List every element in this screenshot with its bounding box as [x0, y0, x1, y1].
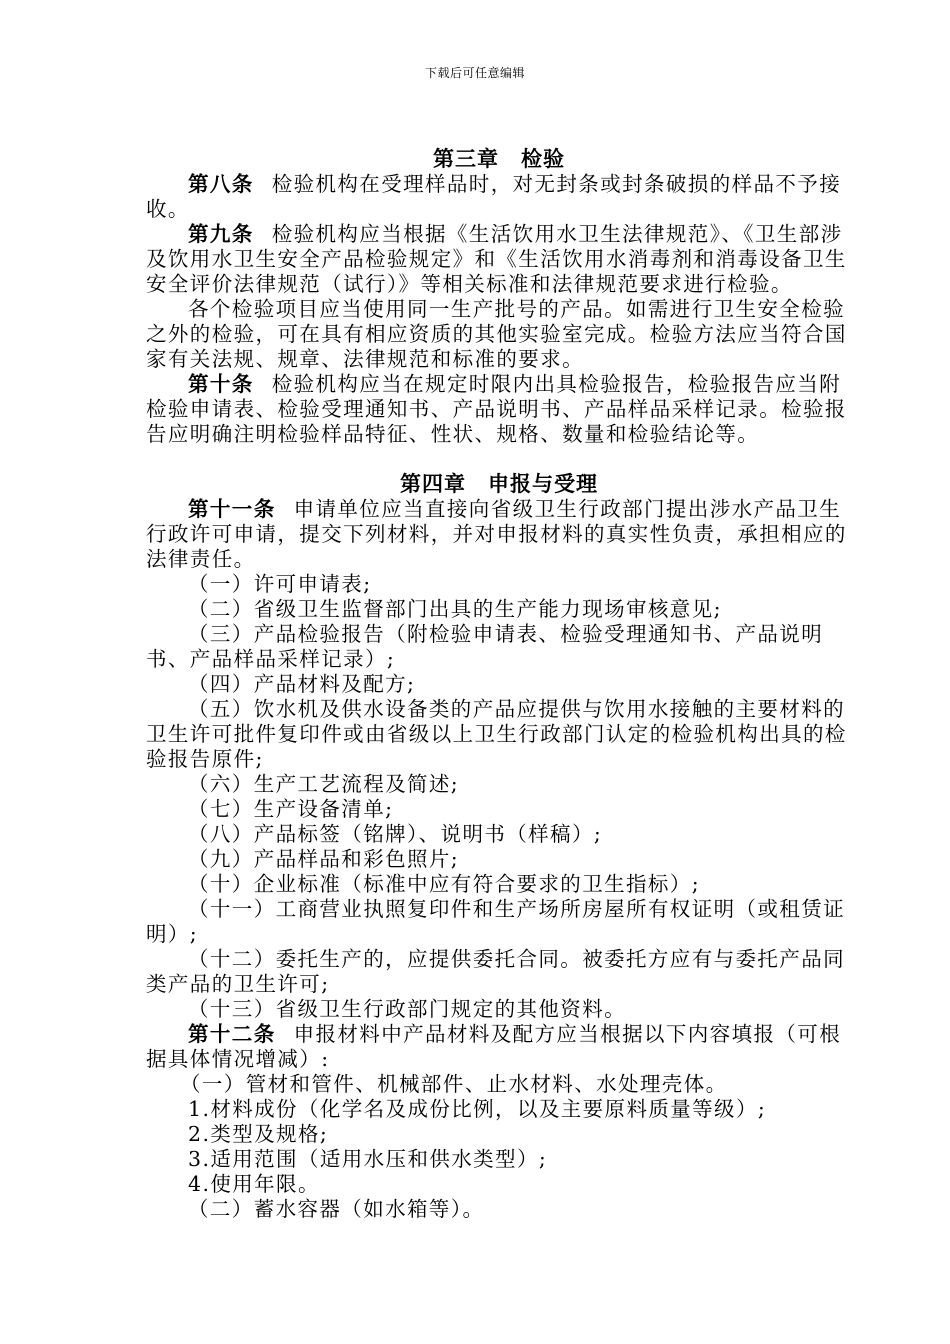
numbered-item: 3.适用范围（适用水压和供水类型）; [188, 1147, 548, 1171]
document-body [146, 146, 852, 1222]
article-8-text: 检验机构在受理样品时，对无封条或封条破损的样品不予接收。 [146, 172, 842, 221]
page-header: 下载后可任意编辑 [424, 66, 525, 80]
article-11 [146, 497, 852, 572]
numbered-item: 1.材料成份（化学名及成份比例，以及主要原料质量等级）; [188, 1097, 767, 1121]
article-12-label: 第十二条 [188, 1022, 276, 1046]
numbered-item: 2.类型及规格; [188, 1122, 329, 1146]
sub-item-1: （一）管材和管件、机械部件、止水材料、水处理壳体。 [180, 1072, 728, 1096]
article-10-label: 第十条 [188, 372, 254, 396]
article-9-paragraph: 各个检验项目应当使用同一生产批号的产品。如需进行卫生安全检验之外的检验，可在具有相应资质的其他实验室完成。检验方法应当符合国家有关法规、规章、法律规范和标准的要求。 [146, 297, 847, 371]
list-item: （十）企业标准（标准中应有符合要求的卫生指标）; [188, 872, 701, 896]
article-8 [146, 172, 852, 222]
list-item: （九）产品样品和彩色照片; [188, 847, 460, 871]
list-item: （三）产品检验报告（附检验申请表、检验受理通知书、产品说明书、产品样品采样记录）; [146, 622, 824, 671]
list-item: （十三）省级卫生行政部门规定的其他资料。 [188, 997, 626, 1021]
article-9 [146, 222, 852, 297]
list-item: （二）省级卫生监督部门出具的生产能力现场审核意见; [188, 597, 722, 621]
article-9-label: 第九条 [188, 222, 254, 246]
list-item: （五）饮水机及供水设备类的产品应提供与饮用水接触的主要材料的卫生许可批件复印件或由省级以上卫生行政部门认定的检验机构出具的检验报告原件; [146, 697, 847, 771]
article-11-text: 申请单位应当直接向省级卫生行政部门提出涉水产品卫生行政许可申请，提交下列材料，并对申报材料的真实性负责，承担相应的法律责任。 [146, 497, 847, 571]
list-item: （八）产品标签（铭牌）、说明书（样稿）; [188, 822, 603, 846]
list-item: （七）生产设备清单; [188, 797, 394, 821]
list-item: （六）生产工艺流程及简述; [188, 772, 460, 796]
list-item: （十二）委托生产的，应提供委托合同。被委托方应有与委托产品同类产品的卫生许可; [146, 947, 845, 996]
article-10 [146, 372, 852, 447]
list-item: （四）产品材料及配方; [188, 672, 416, 696]
numbered-item: 4.使用年限。 [188, 1172, 320, 1196]
sub-item-2: （二）蓄水容器（如水箱等）。 [188, 1197, 485, 1221]
article-12-text: 申报材料中产品材料及配方应当根据以下内容填报（可根据具体情况增减）: [146, 1022, 842, 1071]
article-11-label: 第十一条 [188, 497, 276, 521]
chapter-3-title: 第三章 检验 [433, 146, 565, 171]
article-8-label: 第八条 [188, 172, 254, 196]
chapter-4-title: 第四章 申报与受理 [400, 471, 598, 496]
list-item: （十一）工商营业执照复印件和生产场所房屋所有权证明（或租赁证明）; [146, 897, 845, 946]
list-item: （一）许可申请表; [188, 572, 372, 596]
article-10-text: 检验机构应当在规定时限内出具检验报告，检验报告应当附检验申请表、检验受理通知书、产品说明书、产品样品采样记录。检验报告应明确注明检验样品特征、性状、规格、数量和检验结论等。 [146, 372, 847, 446]
article-9-text: 检验机构应当根据《生活饮用水卫生法律规范》、《卫生部涉及饮用水卫生安全产品检验规定》和《生活饮用水消毒剂和消毒设备卫生安全评价法律规范（试行）》等相关标准和法律规范要求进行检验。 [146, 222, 847, 296]
article-12 [146, 1022, 852, 1072]
